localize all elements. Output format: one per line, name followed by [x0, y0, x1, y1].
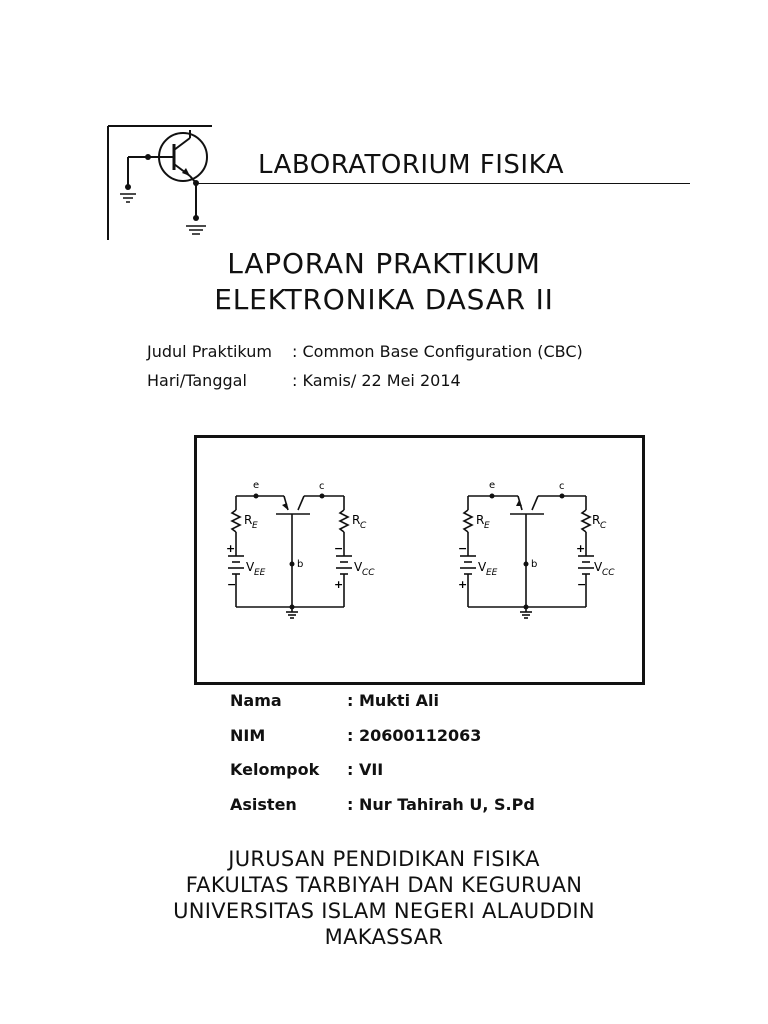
rc-label: R [592, 513, 601, 527]
emitter-label: e [253, 480, 260, 491]
transistor-logo-icon [104, 122, 219, 247]
vcc-subscript: CC [362, 568, 375, 578]
report-title-line1: LAPORAN PRAKTIKUM [227, 247, 541, 280]
vee-subscript: EE [486, 568, 498, 578]
svg-text:−: − [577, 578, 587, 591]
faculty-line: FAKULTAS TARBIYAH DAN KEGURUAN [185, 873, 583, 897]
rc-label: R [352, 513, 361, 527]
judul-label: Judul Praktikum [147, 342, 272, 361]
report-title-line2: ELEKTRONIKA DASAR II [214, 283, 554, 316]
nama-value: : Mukti Ali [347, 691, 439, 710]
rc-subscript: C [600, 521, 607, 531]
asisten-label: Asisten [230, 795, 297, 814]
cb-circuit-diagram-left [218, 476, 388, 621]
svg-text:−: − [227, 578, 237, 591]
svg-text:+: + [334, 578, 344, 591]
nim-label: NIM [230, 726, 266, 745]
header-divider [196, 183, 690, 184]
collector-label: c [319, 481, 325, 492]
vee-label: V [246, 560, 255, 574]
hari-value: : Kamis/ 22 Mei 2014 [292, 371, 461, 390]
vcc-label: V [594, 560, 603, 574]
vee-subscript: EE [254, 568, 266, 578]
collector-label: c [559, 481, 565, 492]
kelompok-label: Kelompok [230, 760, 320, 779]
svg-text:−: − [334, 542, 344, 555]
base-label: b [297, 559, 304, 570]
re-subscript: E [252, 521, 258, 531]
rc-subscript: C [360, 521, 367, 531]
nama-label: Nama [230, 691, 282, 710]
university-line: UNIVERSITAS ISLAM NEGERI ALAUDDIN [173, 899, 595, 923]
svg-text:+: + [576, 542, 586, 555]
vcc-label: V [354, 560, 363, 574]
judul-value: : Common Base Configuration (CBC) [292, 342, 583, 361]
vcc-subscript: CC [602, 568, 615, 578]
base-label: b [531, 559, 538, 570]
re-label: R [476, 513, 485, 527]
nim-value: : 20600112063 [347, 726, 482, 745]
department-line: JURUSAN PENDIDIKAN FISIKA [228, 847, 540, 871]
asisten-value: : Nur Tahirah U, S.Pd [347, 795, 535, 814]
lab-title: LABORATORIUM FISIKA [258, 150, 564, 180]
re-label: R [244, 513, 253, 527]
cb-circuit-diagram-right [446, 476, 616, 621]
hari-label: Hari/Tanggal [147, 371, 247, 390]
re-subscript: E [484, 521, 490, 531]
city-line: MAKASSAR [324, 925, 444, 949]
institution-footer [0, 846, 768, 950]
svg-text:+: + [226, 542, 236, 555]
svg-text:−: − [458, 542, 468, 555]
emitter-label: e [489, 480, 496, 491]
vee-label: V [478, 560, 487, 574]
kelompok-value: : VII [347, 760, 384, 779]
svg-text:+: + [458, 578, 468, 591]
